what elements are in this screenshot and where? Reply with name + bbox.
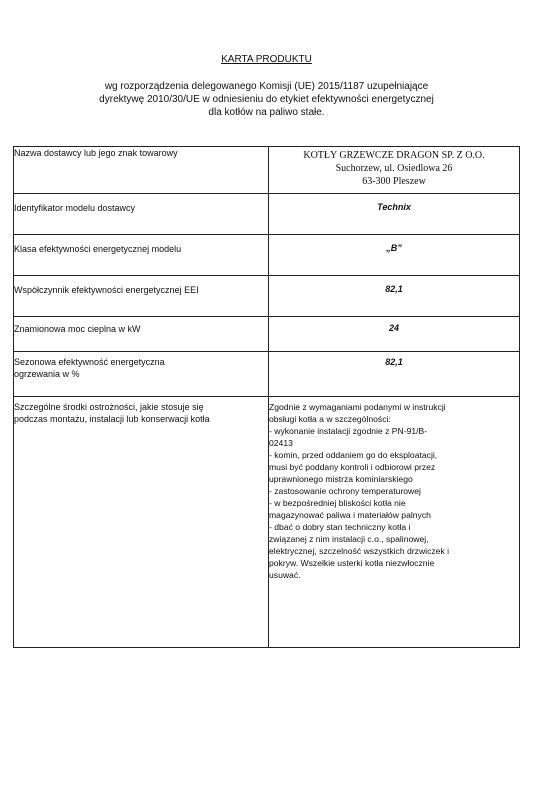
precautions-line: - komin, przed oddaniem go do eksploatacji, <box>269 450 438 460</box>
model-id-label-text: Identyfikator modelu dostawcy <box>14 203 136 213</box>
precautions-line: obsługi kotła a w szczególności: <box>269 414 391 424</box>
eei-label-text: Współczynnik efektywności energetycznej EEI <box>14 285 199 295</box>
table-row-precautions <box>14 397 520 648</box>
subtitle-line: dyrektywę 2010/30/UE w odniesieniu do etykiet efektywności energetycznej <box>99 94 434 105</box>
product-spec-table <box>13 146 520 648</box>
subtitle-line: wg rozporządzenia delegowanego Komisji (UE) 2015/1187 uzupełniające <box>104 81 429 92</box>
precautions-line: - dbać o dobry stan techniczny kotła i <box>269 522 411 532</box>
table-row-eei <box>14 276 520 317</box>
table-row-supplier <box>14 147 520 194</box>
table-row-rated-power <box>14 317 520 352</box>
precautions-line: związanej z nim instalacji c.o., spalinowej, <box>269 534 429 544</box>
document-subtitle <box>40 80 493 119</box>
precautions-line: 02413 <box>269 438 293 448</box>
energy-class-cell <box>269 235 520 276</box>
eei-label <box>14 276 269 317</box>
supplier-label <box>14 147 269 194</box>
table-row-energy-class <box>14 235 520 276</box>
supplier-label-text: Nazwa dostawcy lub jego znak towarowy <box>14 148 178 158</box>
precautions-notes <box>269 397 519 581</box>
rated-power-label-text: Znamionowa moc cieplna w kW <box>14 324 141 334</box>
model-id-cell <box>269 194 520 235</box>
supplier-name: KOTŁY GRZEWCZE DRAGON SP. Z O.O. <box>303 150 485 161</box>
precautions-line: musi być poddany kontroli i odbiorowi przez <box>269 462 436 472</box>
subtitle-line: dla kotłów na paliwo stałe. <box>208 107 325 118</box>
rated-power-value: 24 <box>388 323 399 333</box>
precautions-value <box>269 397 520 648</box>
energy-class-label <box>14 235 269 276</box>
precautions-line: uprawnionego mistrza kominiarskiego <box>269 474 413 484</box>
seasonal-efficiency-label-line: Sezonowa efektywność energetyczna <box>14 357 165 367</box>
supplier-postcode: 63-300 Pleszew <box>362 176 426 187</box>
precautions-label <box>14 397 269 648</box>
seasonal-efficiency-cell <box>269 352 520 397</box>
eei-cell <box>269 276 520 317</box>
table-row-seasonal-efficiency <box>14 352 520 397</box>
precautions-line: magazynować paliwa i materiałów palnych <box>269 510 431 520</box>
precautions-line: pokryw. Wszelkie usterki kotła niezwłocznie <box>269 558 435 568</box>
precautions-line: Zgodnie z wymaganiami podanymi w instrukcji <box>269 402 446 412</box>
energy-class-value: „B” <box>386 243 402 253</box>
precautions-line: - wykonanie instalacji zgodnie z PN-91/B- <box>269 426 428 436</box>
model-id-value: Technix <box>377 202 411 212</box>
rated-power-label <box>14 317 269 352</box>
precautions-line: elektrycznej, szczelność wszystkich drzwiczek i <box>269 546 450 556</box>
seasonal-efficiency-label-line: ogrzewania w % <box>14 369 80 379</box>
seasonal-efficiency-value: 82,1 <box>385 357 403 367</box>
eei-value: 82,1 <box>385 284 403 294</box>
seasonal-efficiency-label <box>14 352 269 397</box>
table-row-model-id <box>14 194 520 235</box>
supplier-value <box>269 147 520 194</box>
document-title: KARTA PRODUKTU <box>221 54 312 65</box>
precautions-line: - zastosowanie ochrony temperaturowej <box>269 486 421 496</box>
precautions-label-line: podczas montażu, instalacji lub konserwacji kotła <box>14 414 210 424</box>
precautions-line: usuwać. <box>269 570 301 580</box>
model-id-label <box>14 194 269 235</box>
energy-class-label-text: Klasa efektywności energetycznej modelu <box>14 244 182 254</box>
supplier-address: Suchorzew, ul. Osiedlowa 26 <box>335 163 453 174</box>
precautions-line: - w bezpośredniej bliskości kotła nie <box>269 498 406 508</box>
precautions-label-line: Szczególne środki ostrożności, jakie stosuje się <box>14 402 204 412</box>
rated-power-cell <box>269 317 520 352</box>
